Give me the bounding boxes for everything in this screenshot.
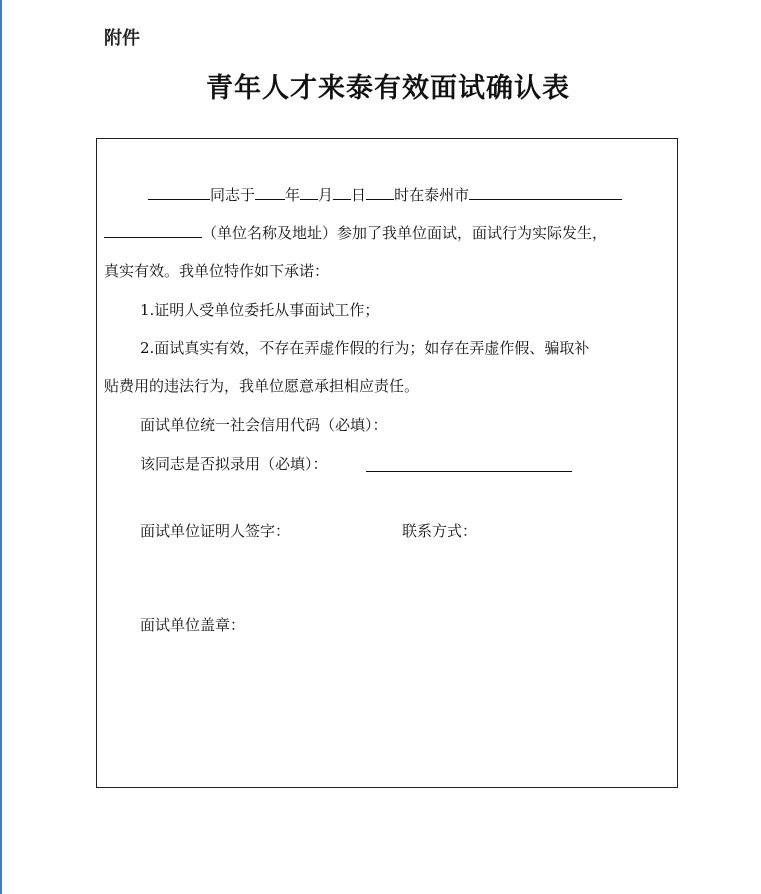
attachment-label: 附件	[104, 28, 140, 49]
tongzhi-text: 同志于	[210, 186, 256, 204]
promise-1: 1.证明人受单位委托从事面试工作；	[140, 301, 380, 319]
year-text: 年	[285, 186, 301, 204]
day-text: 日	[351, 186, 367, 204]
credit-code-label: 面试单位统一社会信用代码（必填）：	[140, 416, 388, 434]
document-title: 青年人才来泰有效面试确认表	[206, 73, 570, 104]
unit-name-blank[interactable]	[104, 222, 202, 238]
form-line-unit	[104, 222, 607, 243]
promise-2-part1: 2.面试真实有效，不存在弄虚作假的行为；如存在弄虚作假、骗取补	[140, 339, 590, 357]
left-edge-bar	[0, 0, 2, 894]
hire-answer-blank[interactable]	[366, 456, 572, 472]
hire-label: 该同志是否拟录用（必填）：	[140, 455, 328, 473]
form-line-valid: 真实有效。我单位特作如下承诺：	[104, 262, 330, 280]
city-address-blank[interactable]	[469, 184, 622, 200]
contact-label: 联系方式：	[402, 522, 478, 540]
seal-label: 面试单位盖章：	[140, 616, 246, 634]
promise-2-part2: 贴费用的违法行为，我单位愿意承担相应责任。	[104, 377, 420, 395]
hire-question-line	[140, 454, 328, 474]
unit-line-text: （单位名称及地址）参加了我单位面试，面试行为实际发生，	[202, 224, 608, 242]
year-blank[interactable]	[255, 184, 285, 200]
shizai-text: 时在泰州市	[394, 186, 470, 204]
day-blank[interactable]	[333, 184, 351, 200]
name-blank[interactable]	[148, 184, 210, 200]
month-text: 月	[318, 186, 334, 204]
month-blank[interactable]	[300, 184, 318, 200]
form-line-date-place	[148, 184, 622, 205]
hour-blank[interactable]	[366, 184, 394, 200]
witness-sign-label: 面试单位证明人签字：	[140, 522, 291, 540]
